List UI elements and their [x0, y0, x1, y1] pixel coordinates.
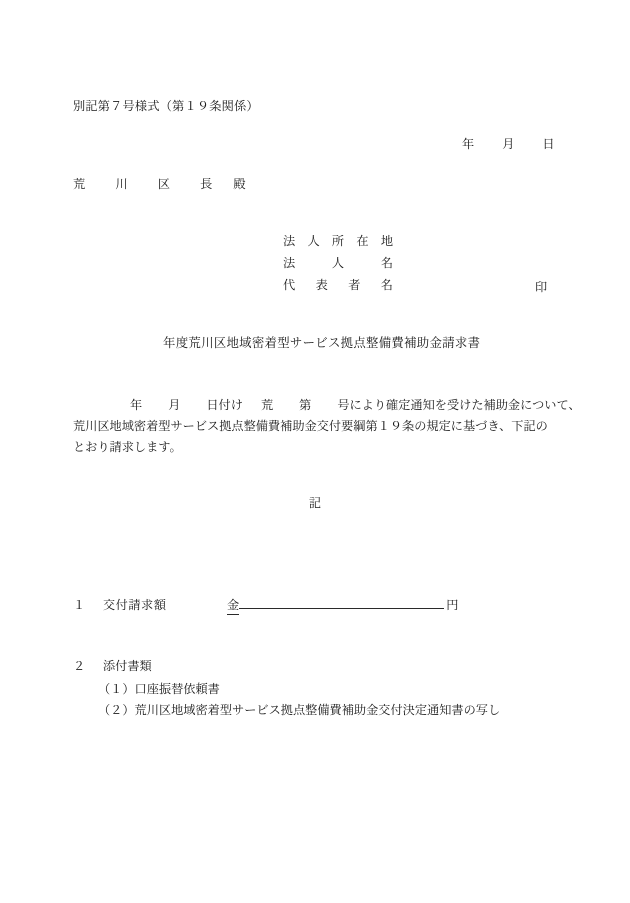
ki-marker: 記	[308, 496, 322, 510]
item-1-claim-amount	[73, 596, 166, 613]
body-line-2: 荒川区地域密着型サービス拠点整備費補助金交付要綱第１９条の規定に基づき、下記の	[73, 419, 548, 433]
body-doc-prefix-label: 荒	[260, 398, 274, 412]
item-2-attachments	[73, 657, 152, 674]
applicant-address-char-5: 地	[380, 234, 393, 248]
body-month-label: 月	[168, 398, 181, 412]
body-number-label: 第	[299, 398, 312, 412]
amount-suffix-label: 円	[446, 598, 459, 612]
applicant-representative-char-1: 代	[283, 278, 296, 292]
applicant-info-block	[283, 232, 395, 298]
applicant-address-char-3: 所	[331, 234, 345, 248]
applicant-corporation-char-3: 名	[380, 256, 393, 270]
addressee-name: 荒 川 区 長	[73, 177, 222, 191]
applicant-address-char-4: 在	[356, 234, 369, 248]
applicant-address-char-2: 人	[307, 234, 320, 248]
document-title: 年度荒川区地域密着型サービス拠点整備費補助金請求書	[163, 335, 481, 350]
body-year-label: 年	[130, 398, 143, 412]
applicant-representative-label	[283, 276, 393, 293]
applicant-corporation-label	[283, 254, 393, 271]
body-line-3: とおり請求します。	[73, 440, 182, 454]
amount-prefix-label: 金	[227, 596, 239, 615]
applicant-representative-char-4: 名	[380, 278, 393, 292]
date-day-label: 日	[542, 137, 555, 151]
item-1-number: １	[73, 598, 86, 612]
applicant-representative-char-3: 者	[348, 278, 361, 292]
applicant-corporation-char-2: 人	[331, 256, 345, 270]
applicant-address-label	[283, 232, 393, 249]
item-1-label: 交付請求額	[103, 598, 167, 612]
applicant-corporation-char-1: 法	[283, 256, 296, 270]
attachment-list-item-2: （２）荒川区地域密着型サービス拠点整備費補助金交付決定通知書の写し	[98, 703, 501, 717]
applicant-representative-char-2: 表	[315, 278, 328, 292]
date-month-label: 月	[502, 137, 515, 151]
item-2-number: ２	[73, 659, 86, 673]
date-line	[462, 138, 555, 150]
claim-amount-field[interactable]	[227, 596, 458, 615]
date-year-label: 年	[462, 137, 475, 151]
item-2-label: 添付書類	[103, 659, 152, 673]
body-day-suffix-label: 日付け	[206, 398, 243, 412]
form-number-label: 別記第７号様式（第１９条関係）	[73, 99, 259, 113]
attachment-list-item-1: （１）口座振替依頼書	[98, 682, 220, 696]
applicant-address-row	[283, 232, 395, 254]
body-line-1-tail: 号により確定通知を受けた補助金について、	[337, 398, 581, 412]
applicant-representative-row	[283, 276, 395, 298]
addressee-line	[73, 178, 255, 190]
attachment-list	[98, 679, 500, 721]
seal-mark-label: 印	[535, 280, 548, 294]
applicant-address-char-1: 法	[283, 234, 296, 248]
amount-input-blank[interactable]	[239, 607, 444, 609]
body-line-1	[73, 395, 581, 416]
body-paragraph	[73, 395, 581, 458]
addressee-honorific: 殿	[233, 177, 255, 191]
applicant-corporation-row	[283, 254, 395, 276]
